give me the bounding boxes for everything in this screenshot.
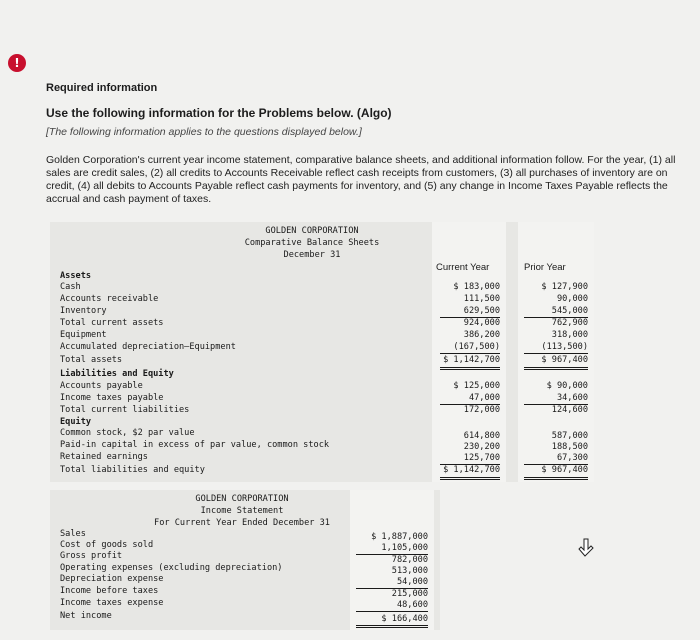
bs-label: Retained earnings bbox=[60, 452, 148, 462]
bs-current: $ 125,000 bbox=[453, 381, 500, 391]
bs-prior: $ 90,000 bbox=[546, 381, 588, 391]
bs-prior: 545,000 bbox=[551, 306, 588, 316]
bs-current: 614,800 bbox=[463, 431, 500, 441]
bs-prior: 124,600 bbox=[551, 405, 588, 415]
income-statement-table bbox=[50, 490, 440, 630]
bs-title: Comparative Balance Sheets bbox=[244, 238, 380, 248]
bs-label: Paid-in capital in excess of par value, common stock bbox=[60, 440, 330, 450]
is-label: Sales bbox=[60, 529, 86, 539]
is-amount: 215,000 bbox=[391, 589, 428, 599]
bs-current: 629,500 bbox=[463, 306, 500, 316]
bs-prior: $ 967,400 bbox=[541, 355, 588, 365]
bs-date: December 31 bbox=[283, 250, 341, 260]
is-label: Net income bbox=[60, 611, 112, 621]
bs-label-liabilities: Liabilities and Equity bbox=[60, 369, 174, 379]
bs-current: 386,200 bbox=[463, 330, 500, 340]
instruction-note: [The following information applies to the questions displayed below.] bbox=[46, 126, 362, 138]
bs-prior: 587,000 bbox=[551, 431, 588, 441]
alert-icon: ! bbox=[8, 54, 26, 72]
intro-paragraph: Golden Corporation's current year income statement, comparative balance sheets, and additional information follow. For the year, (1) all sales are credit sales, (2) all credits to Accounts Receivable reflect cash receipts from customers, (3) all purchases of inventory are on credit, (4) all debits to Accounts Payable reflect cash payments for inventory, and (5) any change in Income Taxes Payable reflects the accrual and cash payment of taxes. bbox=[46, 154, 676, 205]
is-amount: 54,000 bbox=[396, 577, 428, 587]
cursor-icon bbox=[578, 538, 596, 558]
bs-label: Total current liabilities bbox=[60, 405, 190, 415]
is-amount: 513,000 bbox=[391, 566, 428, 576]
bs-label: Accumulated depreciation–Equipment bbox=[60, 342, 236, 352]
col-current-year: Current Year bbox=[436, 262, 490, 273]
is-amount: 48,600 bbox=[396, 600, 428, 610]
bs-current: 230,200 bbox=[463, 442, 500, 452]
bs-prior: (113,500) bbox=[541, 342, 588, 352]
bs-label: Inventory bbox=[60, 306, 107, 316]
bs-prior: $ 127,900 bbox=[541, 282, 588, 292]
bs-prior: 34,600 bbox=[556, 393, 588, 403]
bs-label: Total assets bbox=[60, 355, 123, 365]
balance-sheet-table bbox=[50, 222, 594, 482]
is-amount: 782,000 bbox=[391, 555, 428, 565]
is-label: Depreciation expense bbox=[60, 574, 164, 584]
bs-label: Cash bbox=[60, 282, 81, 292]
bs-prior: 90,000 bbox=[556, 294, 588, 304]
bs-label-equity: Equity bbox=[60, 417, 92, 427]
is-period: For Current Year Ended December 31 bbox=[154, 518, 330, 528]
is-amount: 1,105,000 bbox=[381, 543, 428, 553]
bs-label: Total current assets bbox=[60, 318, 164, 328]
is-label: Operating expenses (excluding depreciation) bbox=[60, 563, 283, 573]
bs-label: Equipment bbox=[60, 330, 107, 340]
is-amount: $ 166,400 bbox=[381, 614, 428, 624]
bs-current: 125,700 bbox=[463, 453, 500, 463]
bs-label: Common stock, $2 par value bbox=[60, 428, 195, 438]
is-company: GOLDEN CORPORATION bbox=[195, 494, 289, 504]
bs-label: Accounts receivable bbox=[60, 294, 159, 304]
bs-prior: 318,000 bbox=[551, 330, 588, 340]
is-label: Gross profit bbox=[60, 551, 123, 561]
bs-current: (167,500) bbox=[453, 342, 500, 352]
bs-prior: 67,300 bbox=[556, 453, 588, 463]
bs-prior: 188,500 bbox=[551, 442, 588, 452]
col-prior-year: Prior Year bbox=[524, 262, 566, 273]
bs-current: 172,000 bbox=[463, 405, 500, 415]
bs-label: Total liabilities and equity bbox=[60, 465, 205, 475]
problem-title: Use the following information for the Problems below. (Algo) bbox=[46, 106, 392, 120]
bs-company: GOLDEN CORPORATION bbox=[265, 226, 359, 236]
is-title: Income Statement bbox=[200, 506, 284, 516]
is-label: Income before taxes bbox=[60, 586, 159, 596]
bs-current: $ 1,142,700 bbox=[443, 465, 500, 475]
is-amount: $ 1,887,000 bbox=[371, 532, 428, 542]
bs-prior: 762,900 bbox=[551, 318, 588, 328]
bs-label-assets: Assets bbox=[60, 271, 92, 281]
section-heading: Required information bbox=[46, 82, 158, 94]
bs-current: $ 183,000 bbox=[453, 282, 500, 292]
is-label: Cost of goods sold bbox=[60, 540, 154, 550]
is-label: Income taxes expense bbox=[60, 598, 164, 608]
bs-prior: $ 967,400 bbox=[541, 465, 588, 475]
bs-current: 47,000 bbox=[468, 393, 500, 403]
bs-current: 111,500 bbox=[463, 294, 500, 304]
bs-label: Accounts payable bbox=[60, 381, 143, 391]
bs-current: $ 1,142,700 bbox=[443, 355, 500, 365]
bs-current: 924,000 bbox=[463, 318, 500, 328]
bs-label: Income taxes payable bbox=[60, 393, 164, 403]
